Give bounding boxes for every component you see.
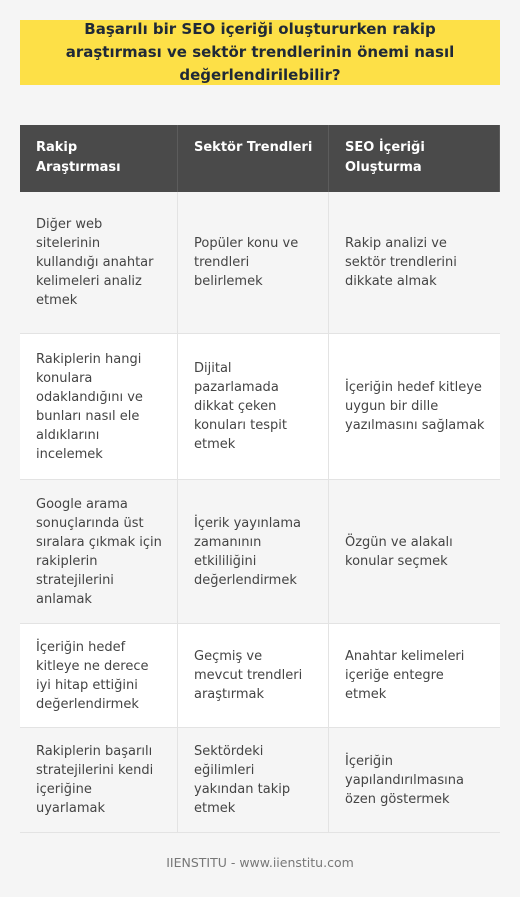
table-cell-r3-c2: İçerik yayınlama zamanının etkililiğini değerlendirmek bbox=[178, 480, 329, 624]
table-cell-r5-c2: Sektördeki eğilimleri yakından takip etmek bbox=[178, 728, 329, 833]
page-title: Başarılı bir SEO içeriği oluştururken rakip araştırması ve sektör trendlerinin önemi nasıl değerlendirilebilir? bbox=[65, 20, 455, 84]
table-cell-r1-c3: Rakip analizi ve sektör trendlerini dikkate almak bbox=[329, 192, 500, 334]
table-cell-r5-c1: Rakiplerin başarılı stratejilerini kendi içeriğine uyarlamak bbox=[20, 728, 178, 833]
comparison-table bbox=[20, 125, 500, 833]
column-header-industry-trends: Sektör Trendleri bbox=[178, 125, 329, 192]
column-header-competitor-research: Rakip Araştırması bbox=[20, 125, 178, 192]
table-cell-r3-c1: Google arama sonuçlarında üst sıralara çıkmak için rakiplerin stratejilerini anlamak bbox=[20, 480, 178, 624]
column-header-seo-content-creation: SEO İçeriği Oluşturma bbox=[329, 125, 500, 192]
table-cell-r2-c2: Dijital pazarlamada dikkat çeken konuları tespit etmek bbox=[178, 334, 329, 480]
table-cell-r3-c3: Özgün ve alakalı konular seçmek bbox=[329, 480, 500, 624]
table-cell-r4-c1: İçeriğin hedef kitleye ne derece iyi hitap ettiğini değerlendirmek bbox=[20, 624, 178, 728]
table-cell-r4-c2: Geçmiş ve mevcut trendleri araştırmak bbox=[178, 624, 329, 728]
table-cell-r2-c3: İçeriğin hedef kitleye uygun bir dille yazılmasını sağlamak bbox=[329, 334, 500, 480]
table-cell-r1-c1: Diğer web sitelerinin kullandığı anahtar kelimeleri analiz etmek bbox=[20, 192, 178, 334]
title-banner bbox=[20, 20, 500, 85]
table-cell-r1-c2: Popüler konu ve trendleri belirlemek bbox=[178, 192, 329, 334]
table-cell-r5-c3: İçeriğin yapılandırılmasına özen göstermek bbox=[329, 728, 500, 833]
table-cell-r4-c3: Anahtar kelimeleri içeriğe entegre etmek bbox=[329, 624, 500, 728]
footer-credit: IIENSTITU - www.iienstitu.com bbox=[166, 855, 354, 870]
table-cell-r2-c1: Rakiplerin hangi konulara odaklandığını ve bunları nasıl ele aldıklarını incelemek bbox=[20, 334, 178, 480]
